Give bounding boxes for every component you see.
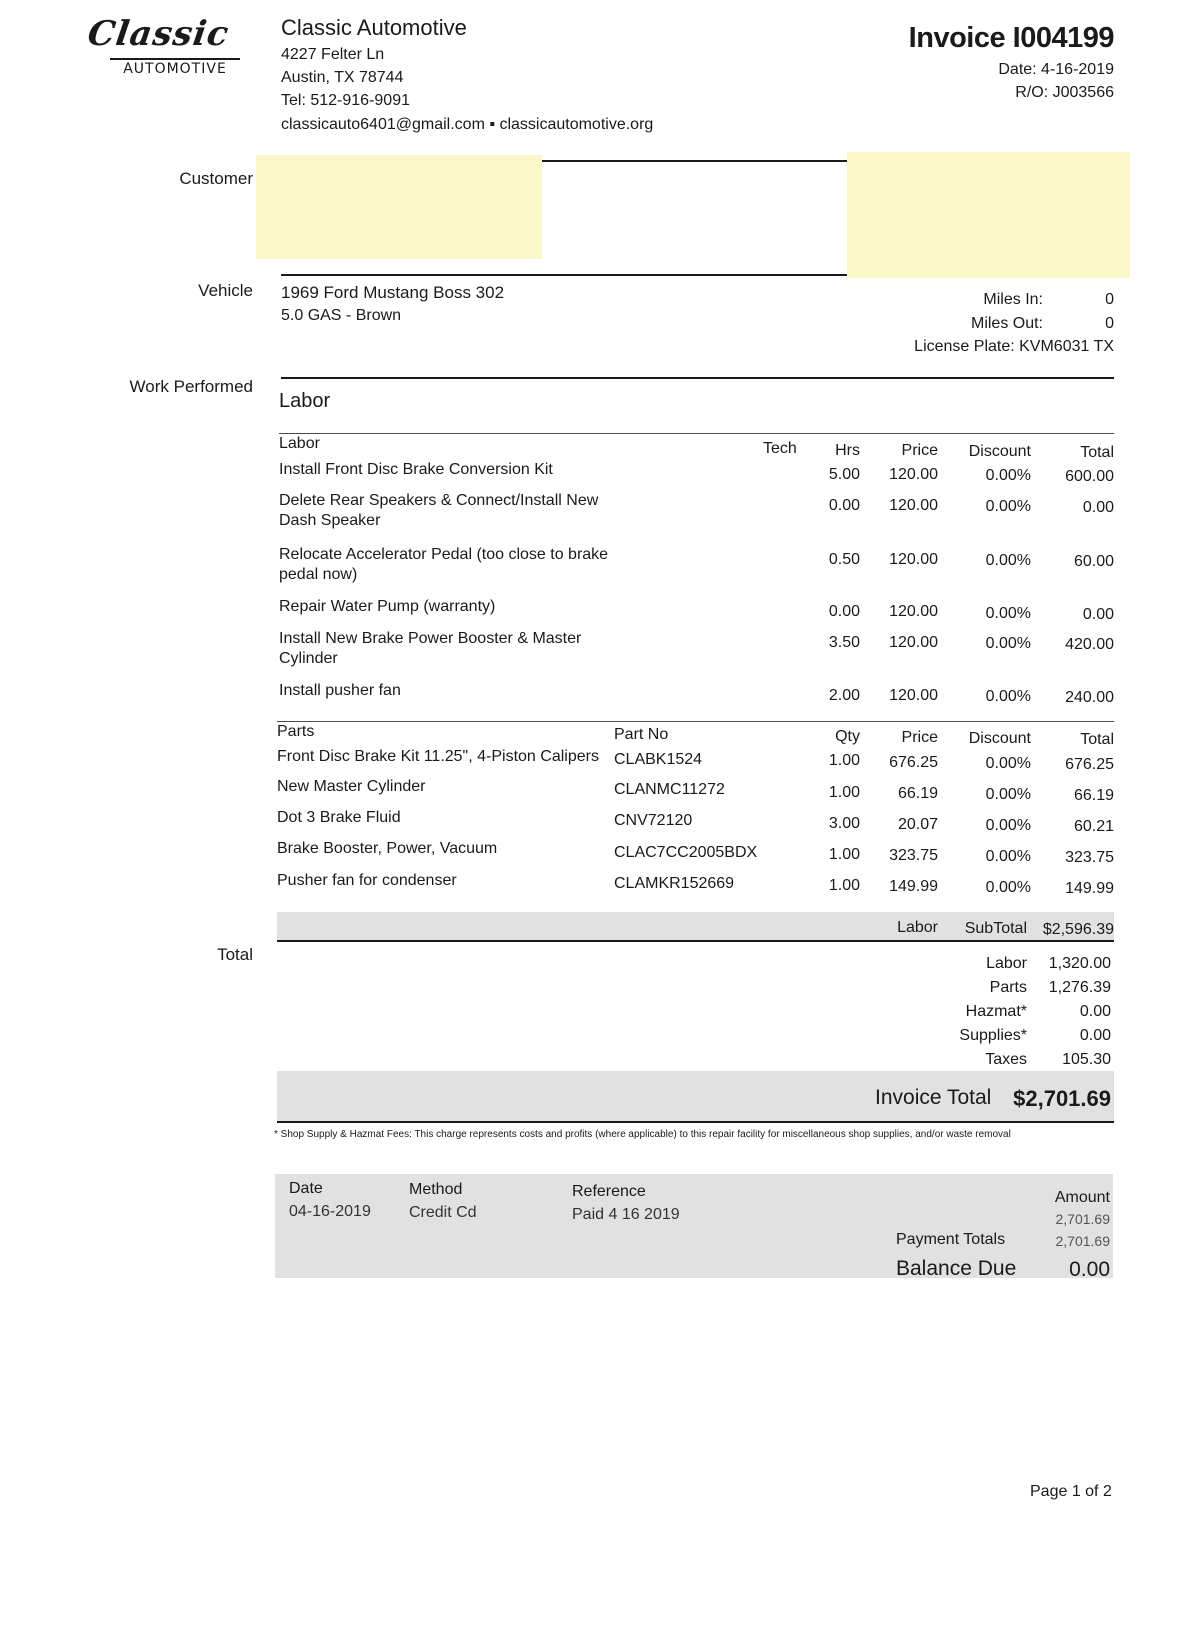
labor-row-price: 120.00 [889, 497, 938, 514]
labor-row-discount: 0.00% [985, 635, 1031, 652]
vehicle-name: 1969 Ford Mustang Boss 302 [281, 283, 505, 302]
parts-row-qty: 1.00 [828, 846, 860, 863]
labor-col-desc: Labor [279, 435, 320, 452]
labor-row-price: 120.00 [889, 466, 938, 483]
labor-row-desc: Repair Water Pump (warranty) [279, 598, 496, 615]
payment-totals: 2,701.69 [1055, 1233, 1110, 1249]
invoice-title: Invoice I004199 [908, 22, 1114, 54]
labor-row-desc: Delete Rear Speakers & Connect/Install New Dash Speaker [279, 492, 599, 529]
subtotal-bottom-rule [277, 940, 1114, 942]
labor-section-title: Labor [279, 390, 331, 412]
labor-row-discount: 0.00% [985, 467, 1031, 484]
company-address-1: 4227 Felter Ln [281, 46, 385, 63]
parts-row-qty: 1.00 [828, 752, 860, 769]
labor-row-total: 0.00 [1082, 499, 1114, 516]
parts-row-desc: New Master Cylinder [277, 778, 426, 795]
parts-row-discount: 0.00% [985, 848, 1031, 865]
labor-row-desc: Install Front Disc Brake Conversion Kit [279, 461, 553, 478]
labor-row-discount: 0.00% [985, 498, 1031, 515]
parts-row-total: 323.75 [1065, 849, 1114, 866]
parts-row-price: 149.99 [889, 878, 938, 895]
parts-row-desc: Brake Booster, Power, Vacuum [277, 840, 498, 857]
totals-row-label: Taxes [985, 1051, 1027, 1068]
payment-amount: 2,701.69 [1055, 1211, 1110, 1227]
parts-row-total: 149.99 [1065, 880, 1114, 897]
parts-row-price: 66.19 [897, 785, 938, 802]
customer-redaction-right [847, 152, 1130, 278]
labor-row-total: 0.00 [1082, 606, 1114, 623]
parts-row-part-no: CLAMKR152669 [614, 875, 735, 892]
parts-row-part-no: CLABK1524 [614, 751, 703, 768]
totals-row-value: 1,276.39 [1048, 979, 1111, 996]
miles-in-value: 0 [1105, 291, 1114, 308]
parts-row-desc: Dot 3 Brake Fluid [277, 809, 401, 826]
labor-col-tech: Tech [763, 440, 797, 457]
labor-row-hrs: 0.00 [828, 603, 860, 620]
parts-header-rule [277, 721, 1114, 722]
parts-col-part-no: Part No [614, 726, 669, 743]
page-number: Page 1 of 2 [1030, 1483, 1112, 1500]
labor-row-price: 120.00 [889, 603, 938, 620]
company-phone: Tel: 512-916-9091 [281, 92, 410, 109]
shop-fees-footnote: * Shop Supply & Hazmat Fees: This charge represents costs and profits (where applicable) to this repair facility for miscellaneous shop supplies, and/or waste removal [274, 1129, 1011, 1140]
parts-row-total: 60.21 [1073, 818, 1114, 835]
parts-col-price: Price [901, 729, 938, 746]
labor-row-desc: Install pusher fan [279, 682, 401, 699]
labor-row-discount: 0.00% [985, 552, 1031, 569]
labor-row-total: 420.00 [1065, 636, 1114, 653]
labor-row-total: 240.00 [1065, 689, 1114, 706]
labor-row-hrs: 2.00 [828, 687, 860, 704]
labor-col-total: Total [1080, 444, 1114, 461]
labor-row-hrs: 0.00 [828, 497, 860, 514]
parts-row-discount: 0.00% [985, 786, 1031, 803]
parts-row-discount: 0.00% [985, 817, 1031, 834]
labor-row-total: 60.00 [1073, 553, 1114, 570]
payment-date: 04-16-2019 [289, 1203, 371, 1220]
labor-row-hrs: 3.50 [828, 634, 860, 651]
labor-row-price: 120.00 [889, 634, 938, 651]
customer-redaction-left [256, 155, 542, 259]
logo-subtitle: AUTOMOTIVE [110, 58, 240, 77]
totals-row-label: Parts [989, 979, 1027, 996]
work-top-rule [281, 377, 1114, 379]
parts-row-desc: Front Disc Brake Kit 11.25", 4-Piston Calipers [277, 748, 599, 765]
customer-label: Customer [179, 169, 253, 188]
parts-row-desc: Pusher fan for condenser [277, 872, 457, 889]
payment-method: Credit Cd [409, 1204, 477, 1221]
company-address-2: Austin, TX 78744 [281, 69, 404, 86]
work-performed-label: Work Performed [129, 377, 253, 396]
parts-row-total: 66.19 [1073, 787, 1114, 804]
parts-col-qty: Qty [835, 728, 860, 745]
total-label: Total [217, 945, 253, 964]
labor-row-total: 600.00 [1065, 468, 1114, 485]
miles-out-label: Miles Out: [970, 315, 1043, 332]
payment-method-label: Method [409, 1181, 463, 1198]
parts-row-discount: 0.00% [985, 879, 1031, 896]
parts-col-total: Total [1080, 731, 1114, 748]
labor-row-desc: Relocate Accelerator Pedal (too close to brake pedal now) [279, 546, 609, 583]
parts-row-total: 676.25 [1065, 756, 1114, 773]
miles-out-value: 0 [1105, 315, 1114, 332]
customer-bottom-rule [281, 274, 847, 276]
balance-due-value: 0.00 [1069, 1258, 1110, 1281]
invoice-ro: R/O: J003566 [1015, 84, 1114, 101]
labor-row-price: 120.00 [889, 551, 938, 568]
labor-row-hrs: 0.50 [828, 551, 860, 568]
balance-due-label: Balance Due [896, 1257, 1017, 1280]
labor-row-hrs: 5.00 [828, 466, 860, 483]
subtotal-value: $2,596.39 [1042, 921, 1114, 938]
parts-col-discount: Discount [968, 730, 1031, 747]
totals-row-value: 0.00 [1079, 1003, 1111, 1020]
labor-col-discount: Discount [968, 443, 1031, 460]
parts-col-desc: Parts [277, 723, 315, 740]
company-name: Classic Automotive [281, 15, 467, 40]
payment-reference: Paid 4 16 2019 [572, 1206, 680, 1223]
vehicle-label: Vehicle [198, 281, 253, 300]
invoice-total-label: Invoice Total [875, 1086, 992, 1109]
parts-row-price: 323.75 [889, 847, 938, 864]
labor-col-hrs: Hrs [835, 442, 860, 459]
totals-row-value: 0.00 [1079, 1027, 1111, 1044]
totals-row-label: Hazmat* [965, 1003, 1027, 1020]
labor-col-price: Price [901, 442, 938, 459]
labor-header-rule [279, 433, 1114, 434]
totals-row-label: Supplies* [959, 1027, 1027, 1044]
payment-totals-label: Payment Totals [896, 1231, 1006, 1248]
subtotal-labor-label: Labor [897, 919, 938, 936]
parts-row-discount: 0.00% [985, 755, 1031, 772]
labor-row-discount: 0.00% [985, 688, 1031, 705]
parts-row-price: 676.25 [889, 754, 938, 771]
parts-row-part-no: CNV72120 [614, 812, 693, 829]
parts-row-part-no: CLANMC11272 [614, 781, 725, 798]
totals-row-label: Labor [986, 955, 1027, 972]
labor-row-discount: 0.00% [985, 605, 1031, 622]
invoice-total-rule [277, 1121, 1114, 1123]
payment-reference-label: Reference [572, 1183, 646, 1200]
totals-row-value: 1,320.00 [1048, 955, 1111, 972]
logo-script: Classic [85, 14, 232, 54]
invoice-date: Date: 4-16-2019 [998, 61, 1114, 78]
parts-row-qty: 1.00 [828, 784, 860, 801]
parts-row-qty: 3.00 [828, 815, 860, 832]
subtotal-label: SubTotal [964, 920, 1027, 937]
invoice-total-value: $2,701.69 [1013, 1086, 1111, 1111]
license-plate: License Plate: KVM6031 TX [914, 338, 1114, 355]
parts-row-price: 20.07 [897, 816, 938, 833]
payment-amount-label: Amount [1054, 1189, 1110, 1206]
labor-row-price: 120.00 [889, 687, 938, 704]
payment-date-label: Date [289, 1180, 323, 1197]
miles-in-label: Miles In: [983, 291, 1043, 308]
parts-row-part-no: CLAC7CC2005BDX [614, 844, 758, 861]
labor-row-desc: Install New Brake Power Booster & Master Cylinder [279, 630, 582, 667]
vehicle-detail: 5.0 GAS - Brown [281, 307, 402, 324]
totals-row-value: 105.30 [1062, 1051, 1111, 1068]
parts-row-qty: 1.00 [828, 877, 860, 894]
company-contact: classicauto6401@gmail.com ▪ classicautomotive.org [281, 116, 654, 133]
